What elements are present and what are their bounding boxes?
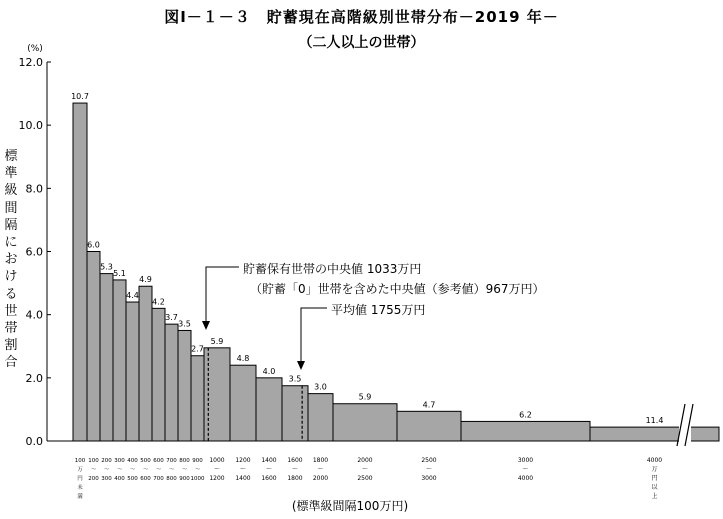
- x-tick-label: 〜: [129, 467, 136, 473]
- bar-data-label: 5.1: [113, 268, 126, 278]
- bar-data-label: 4.8: [236, 354, 250, 364]
- x-tick-label: 〜: [291, 466, 299, 473]
- x-tick-label: 1800: [287, 475, 303, 482]
- x-tick-label: 1400: [235, 475, 251, 482]
- x-tick-label: 200: [88, 476, 99, 482]
- x-tick-label: 万: [77, 467, 83, 473]
- y-unit-label: (%): [27, 44, 43, 54]
- x-tick-label: 〜: [142, 467, 149, 473]
- x-tick-label: 100: [74, 458, 86, 464]
- x-tick-label: 〜: [213, 466, 221, 473]
- x-tick-label: 円: [651, 475, 658, 482]
- x-tick-label: 2500: [421, 457, 437, 464]
- bar-data-label: 3.5: [288, 374, 302, 384]
- bar-data-label: 4.0: [262, 366, 276, 376]
- x-tick-label: 1800: [312, 457, 329, 464]
- bar-data-label: 4.2: [152, 297, 165, 307]
- x-tick-label: 3000: [421, 475, 437, 482]
- histogram-bar: [191, 356, 204, 441]
- bar-data-label: 10.7: [71, 92, 89, 102]
- median-arrow-line: [206, 267, 239, 323]
- histogram-bar: [73, 103, 87, 441]
- x-tick-label: 2500: [357, 475, 373, 482]
- y-tick-label: 0.0: [25, 435, 43, 448]
- histogram-bar: [152, 308, 165, 441]
- y-tick-label: 10.0: [18, 119, 43, 133]
- bar-data-label: 5.3: [100, 262, 113, 272]
- x-tick-label: 〜: [181, 467, 188, 473]
- histogram-bar: [397, 411, 461, 441]
- x-tick-label: 500: [127, 476, 138, 482]
- median-all-annotation: （貯蓄「0」世帯を含めた中央値（参考値）967万円）: [250, 282, 545, 296]
- y-tick-label: 2.0: [25, 371, 43, 385]
- x-tick-label: 3000: [517, 457, 534, 464]
- histogram-bar: [256, 378, 282, 441]
- bar-data-label: 6.0: [87, 240, 100, 250]
- x-tick-label: 〜: [116, 467, 123, 473]
- median-arrow-head: [202, 321, 210, 330]
- x-tick-label: 300: [101, 476, 112, 482]
- x-tick-label: 100: [88, 458, 99, 464]
- y-tick-label: 4.0: [25, 308, 43, 322]
- x-tick-label: 〜: [168, 467, 175, 473]
- bar-data-label: 4.9: [139, 275, 152, 285]
- x-tick-label: 円: [77, 476, 83, 482]
- bar-data-label: 5.9: [210, 336, 224, 346]
- chart-title: 図Ⅰ－１－３ 貯蓄現在高階級別世帯分布－2019 年－: [164, 8, 559, 26]
- x-tick-label: 万: [651, 466, 658, 473]
- x-tick-label: 2000: [357, 457, 373, 464]
- x-tick-label: 1600: [261, 475, 277, 482]
- bar-data-label: 6.2: [519, 410, 532, 420]
- mean-annotation: 平均値 1755万円: [331, 303, 426, 317]
- x-tick-label: 1200: [235, 457, 251, 464]
- bar-data-label: 3.0: [314, 382, 327, 392]
- x-tick-label: 2000: [312, 475, 329, 482]
- x-tick-label: 1600: [287, 457, 303, 464]
- mean-arrow-line: [301, 308, 327, 363]
- x-tick-label: 満: [77, 494, 83, 500]
- x-tick-label: 〜: [194, 467, 201, 473]
- histogram-bar: [87, 252, 100, 442]
- x-tick-label: 300: [114, 458, 125, 464]
- x-tick-label: 700: [153, 476, 164, 482]
- x-tick-label: 1000: [209, 457, 225, 464]
- median-saver-annotation: 貯蓄保有世帯の中央値 1033万円: [243, 262, 422, 276]
- histogram-bar: [139, 286, 152, 441]
- x-tick-label: 800: [166, 476, 177, 482]
- x-tick-label: 〜: [265, 466, 273, 473]
- bar-data-label: 3.7: [165, 313, 178, 323]
- x-tick-label: 〜: [361, 466, 369, 473]
- x-tick-label: 上: [651, 493, 658, 500]
- x-tick-label: 4000: [646, 457, 663, 464]
- y-tick-label: 12.0: [18, 56, 43, 69]
- x-tick-label: 700: [166, 458, 177, 464]
- histogram-bar: [461, 421, 590, 441]
- x-tick-label: 4000: [517, 475, 534, 482]
- x-tick-label: 未: [77, 485, 83, 491]
- histogram-bar: [308, 394, 333, 441]
- chart-subtitle: （二人以上の世帯）: [298, 35, 425, 51]
- bar-data-label: 2.7: [191, 344, 204, 354]
- x-tick-label: 〜: [155, 467, 162, 473]
- y-tick-label: 8.0: [25, 182, 43, 196]
- x-tick-label: 500: [140, 458, 151, 464]
- x-tick-label: 以: [651, 484, 658, 491]
- histogram-bar: [100, 274, 113, 441]
- histogram-bar: [178, 330, 191, 441]
- x-tick-label: 200: [101, 458, 112, 464]
- histogram-bar: [113, 280, 126, 441]
- bar-data-label: 4.4: [126, 291, 139, 301]
- x-tick-label: 1200: [209, 475, 225, 482]
- x-tick-label: 〜: [317, 466, 324, 473]
- x-tick-label: 400: [127, 458, 138, 464]
- histogram-bar: [333, 404, 397, 441]
- bar-data-label: 5.9: [358, 392, 372, 402]
- x-tick-label: 400: [114, 476, 125, 482]
- histogram-bar: [165, 324, 178, 441]
- x-tick-label: 600: [140, 476, 151, 482]
- x-tick-label: 600: [153, 458, 164, 464]
- y-tick-label: 6.0: [25, 245, 43, 259]
- bar-data-label: 3.5: [178, 319, 191, 329]
- bar-data-label: 4.7: [422, 400, 436, 410]
- x-tick-label: 〜: [425, 466, 433, 473]
- x-tick-label: 〜: [522, 466, 529, 473]
- y-axis-label: 標準級間隔における世帯割合: [4, 149, 18, 371]
- histogram-bar: [590, 427, 719, 441]
- x-tick-label: 900: [192, 458, 203, 464]
- x-tick-label: 800: [179, 458, 190, 464]
- bar-data-label: 11.4: [645, 416, 664, 426]
- x-tick-label: 〜: [90, 467, 97, 473]
- histogram-bar: [230, 365, 256, 441]
- x-axis-label: (標準級間隔100万円): [291, 499, 409, 513]
- histogram-bar: [282, 386, 308, 441]
- x-tick-label: 900: [179, 476, 190, 482]
- x-tick-label: 〜: [103, 467, 110, 473]
- x-tick-label: 〜: [239, 466, 247, 473]
- x-tick-label: 1000: [190, 476, 205, 482]
- mean-arrow-head: [297, 361, 305, 370]
- x-tick-label: 1400: [261, 457, 277, 464]
- histogram-bar: [126, 302, 139, 441]
